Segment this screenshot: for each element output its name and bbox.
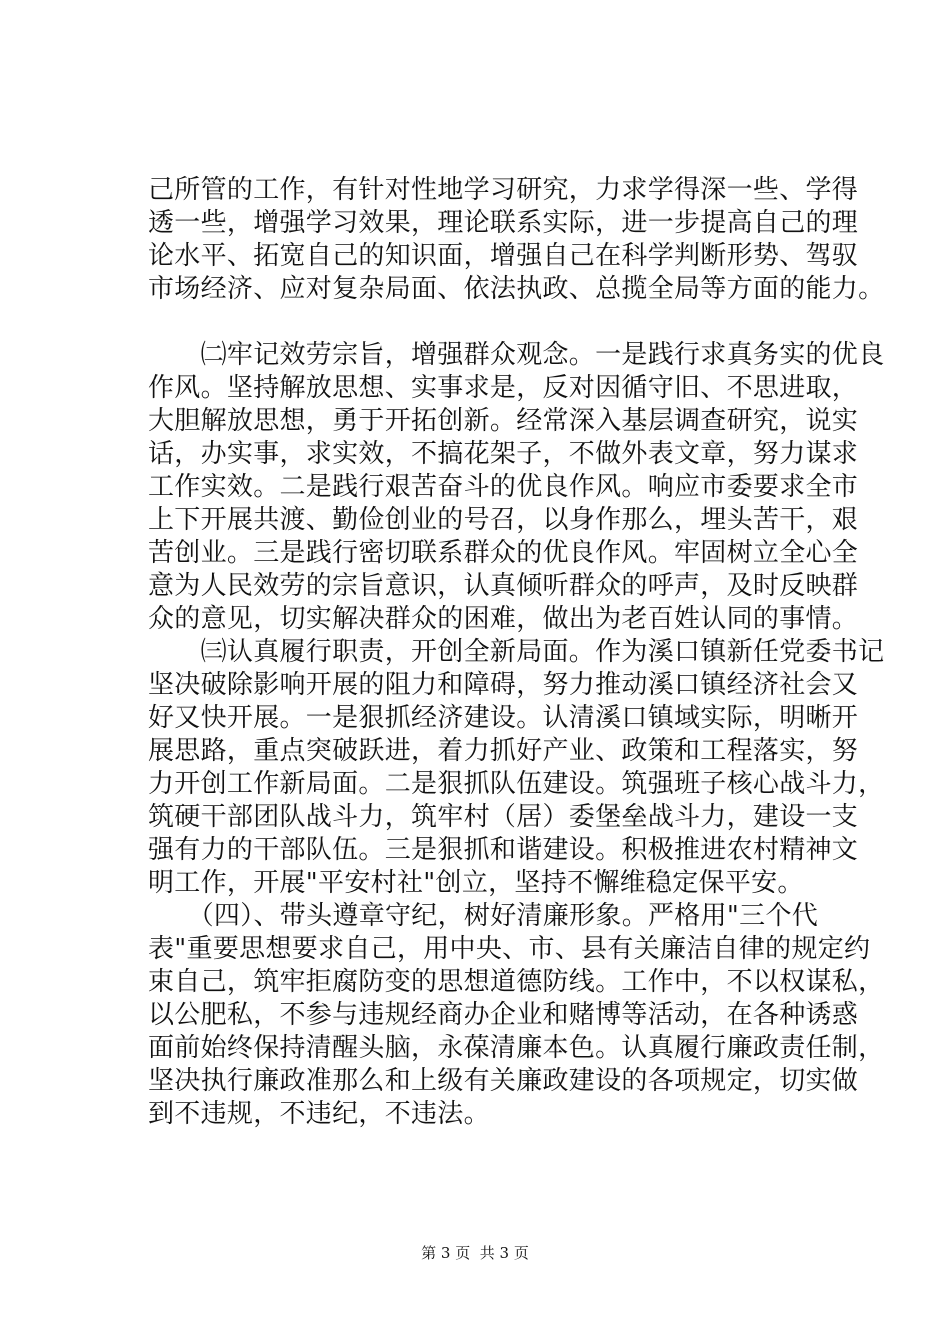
paragraph-gap — [148, 306, 838, 339]
text-line: 到不违规，不违纪，不违法。 — [148, 1099, 490, 1129]
text-line: 力开创工作新局面。二是狠抓队伍建设。筑强班子核心战斗力， — [148, 769, 885, 799]
text-line: 坚决破除影响开展的阻力和障碍，努力推动溪口镇经济社会又 — [148, 670, 859, 700]
text-line: ㈢认真履行职责，开创全新局面。作为溪口镇新任党委书记 — [148, 637, 885, 667]
text-line: 展思路，重点突破跃进，着力抓好产业、政策和工程落实，努 — [148, 736, 859, 766]
page-number-footer: 第 3 页 共 3 页 — [421, 1244, 529, 1262]
text-line: 作风。坚持解放思想、实事求是，反对因循守旧、不思进取， — [148, 373, 859, 403]
text-line: 工作实效。二是践行艰苦奋斗的优良作风。响应市委要求全市 — [148, 472, 859, 502]
text-line: 强有力的干部队伍。三是狠抓和谐建设。积极推进农村精神文 — [148, 835, 859, 865]
text-line: ㈡牢记效劳宗旨，增强群众观念。一是践行求真务实的优良 — [148, 340, 885, 370]
text-line: 话，办实事，求实效，不搞花架子，不做外表文章，努力谋求 — [148, 439, 859, 469]
text-line: 以公肥私，不参与违规经商办企业和赌博等活动，在各种诱惑 — [148, 1000, 859, 1030]
text-line: 论水平、拓宽自己的知识面，增强自己在科学判断形势、驾驭 — [148, 241, 859, 271]
text-line: 筑硬干部团队战斗力，筑牢村（居）委堡垒战斗力，建设一支 — [148, 802, 859, 832]
text-line: 坚决执行廉政准那么和上级有关廉政建设的各项规定，切实做 — [148, 1066, 859, 1096]
text-line: 市场经济、应对复杂局面、依法执政、总揽全局等方面的能力。 — [148, 274, 885, 304]
document-body — [148, 174, 885, 1131]
text-line: 好又快开展。一是狠抓经济建设。认清溪口镇域实际，明晰开 — [148, 703, 859, 733]
text-line: 意为人民效劳的宗旨意识，认真倾听群众的呼声，及时反映群 — [148, 571, 859, 601]
text-line: 表"重要思想要求自己，用中央、市、县有关廉洁自律的规定约 — [148, 934, 871, 964]
text-line: 苦创业。三是践行密切联系群众的优良作风。牢固树立全心全 — [148, 538, 859, 568]
text-line: 上下开展共渡、勤俭创业的号召，以身作那么，埋头苦干，艰 — [148, 505, 859, 535]
text-line: 面前始终保持清醒头脑，永葆清廉本色。认真履行廉政责任制， — [148, 1033, 885, 1063]
text-line: 透一些，增强学习效果，理论联系实际，进一步提高自己的理 — [148, 208, 859, 238]
text-line: 己所管的工作，有针对性地学习研究，力求学得深一些、学得 — [148, 175, 859, 205]
text-line: 众的意见，切实解决群众的困难，做出为老百姓认同的事情。 — [148, 604, 859, 634]
text-line: （四）、带头遵章守纪，树好清廉形象。严格用"三个代 — [148, 901, 819, 931]
text-line: 大胆解放思想，勇于开拓创新。经常深入基层调查研究，说实 — [148, 406, 859, 436]
text-line: 明工作，开展"平安村社"创立，坚持不懈维稳定保平安。 — [148, 868, 804, 898]
text-line: 束自己，筑牢拒腐防变的思想道德防线。工作中，不以权谋私， — [148, 967, 885, 997]
